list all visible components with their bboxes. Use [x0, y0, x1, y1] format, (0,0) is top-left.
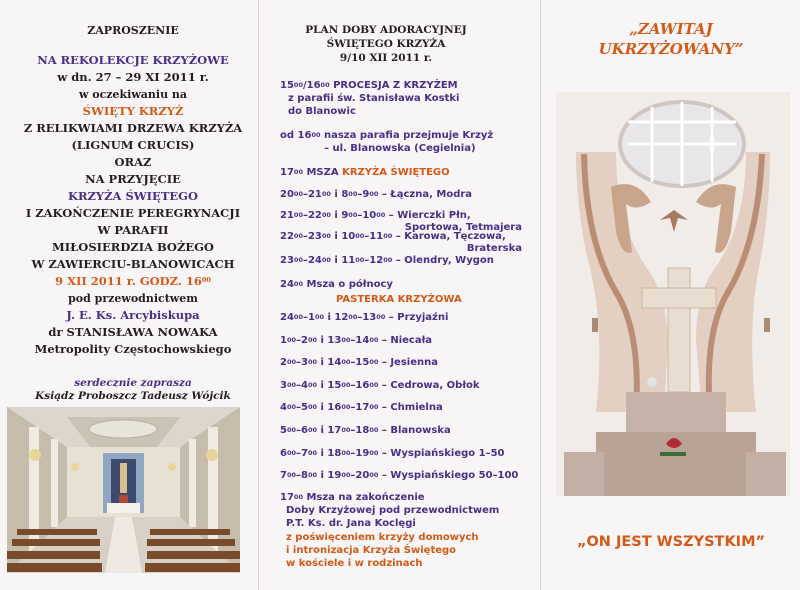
time-connector: i [330, 189, 342, 200]
mass-sup: 00 [293, 168, 303, 176]
divine-mercy-line: MIŁOSIERDZIA BOŻEGO [52, 240, 214, 254]
date-time-line [0, 275, 266, 288]
time2-end: 12 [369, 255, 384, 266]
time-dash: – [296, 357, 302, 369]
time2-end-sup: 00 [369, 190, 379, 198]
procession-from: z parafii św. Stanisława Kostki [288, 93, 460, 104]
time2-start-sup: 00 [341, 471, 351, 480]
takeover-street: – ul. Blanowska (Cegielnia) [324, 143, 476, 154]
time-connector: i [317, 447, 328, 459]
place-name: Chmielna [390, 402, 443, 414]
midnight-time: 24 [280, 279, 294, 290]
time2-end-sup: 00 [369, 426, 379, 434]
time-end: 4 [301, 379, 308, 391]
time-dash: – [302, 189, 308, 200]
schedule-row [280, 470, 518, 482]
schedule-date: 9/10 XII 2011 r. [339, 52, 433, 64]
pasterka-heading: PASTERKA KRZYŻOWA [336, 294, 462, 305]
date-time-sup: 00 [201, 276, 211, 284]
time2-end-sup: 00 [369, 358, 379, 367]
time-start-sup: 00 [286, 380, 297, 389]
place-name: Niecała [390, 334, 433, 346]
time2-end: 19 [355, 447, 370, 459]
time2-end-sup: 00 [369, 403, 379, 412]
time-end: 1 [307, 312, 315, 323]
time-start-sup: 00 [293, 313, 303, 321]
time-dash: – [296, 425, 302, 436]
time2-dash: – [357, 210, 363, 221]
place-separator: – [378, 189, 391, 200]
place-separator: – [378, 402, 391, 414]
invites-line: serdecznie zaprasza [74, 377, 192, 389]
parish-line: W PARAFII [97, 223, 169, 237]
time-end: 8 [301, 470, 308, 482]
place-name: Łączna, Modra [390, 189, 473, 200]
time-connector: i [317, 334, 328, 346]
time2-start-sup: 00 [341, 335, 351, 344]
time-connector: i [317, 379, 328, 391]
midnight-sup: 00 [293, 280, 303, 288]
time-start-sup: 00 [286, 335, 297, 344]
time-start: 21 [280, 210, 294, 221]
time2-dash: – [364, 231, 370, 242]
schedule-row [280, 357, 438, 369]
time-end-sup: 00 [321, 256, 331, 264]
time2-end: 11 [369, 231, 384, 242]
time-end: 3 [301, 357, 308, 369]
time-connector: i [317, 425, 328, 436]
place-name: Olendry, Wygon [404, 255, 494, 266]
holy-cross-line: ŚWIĘTY KRZYŻ [82, 104, 184, 118]
time-connector: i [317, 470, 328, 482]
altar-cross-photo [556, 92, 790, 496]
time-end: 23 [307, 231, 322, 242]
closing-mass-line [280, 492, 425, 504]
place-separator: – [392, 231, 405, 242]
reception-line: NA PRZYJĘCIE [85, 172, 181, 186]
midnight-mass-line [280, 279, 393, 291]
place-separator: – [378, 379, 391, 391]
procession-time-a: 15 [280, 80, 294, 91]
time-end-sup: 00 [307, 471, 318, 480]
time-end-sup: 00 [314, 313, 324, 321]
time2-start: 17 [327, 425, 342, 436]
time-start: 3 [280, 379, 287, 391]
time-start: 23 [280, 255, 294, 266]
time2-start: 11 [341, 255, 356, 266]
mass-time: 17 [280, 167, 294, 178]
place-separator: – [378, 425, 391, 436]
time-start: 24 [280, 312, 294, 323]
time-end-sup: 00 [307, 426, 318, 434]
time2-end: 14 [355, 334, 370, 346]
time-end-sup: 00 [321, 211, 331, 219]
procession-sup-b: 00 [320, 81, 330, 89]
midnight-text: Msza o północy [302, 279, 393, 290]
archbishop-line: J. E. Ks. Arcybiskupa [66, 308, 200, 322]
location-line: W ZAWIERCIU-BLANOWICACH [31, 257, 235, 271]
time2-end: 9 [362, 189, 370, 200]
time-start-sup: 00 [293, 211, 303, 219]
schedule-row [280, 402, 443, 414]
time-connector: i [317, 402, 328, 414]
cover-motto: „ON JEST WSZYSTKIM” [576, 534, 766, 550]
time2-dash: – [350, 425, 356, 436]
time-end: 24 [307, 255, 322, 266]
time-start: 2 [280, 357, 287, 369]
time2-dash: – [350, 470, 356, 482]
time-end-sup: 00 [307, 380, 318, 389]
time2-dash: – [350, 334, 356, 346]
place-separator: – [378, 470, 391, 482]
presided-line: pod przewodnictwem [68, 292, 198, 305]
place-separator: – [385, 210, 398, 221]
fold-line-left [258, 0, 259, 590]
time2-start: 10 [341, 231, 356, 242]
time2-end: 17 [355, 402, 370, 414]
time2-dash: – [350, 447, 356, 459]
place-name: Wyspiańskiego 1–50 [390, 447, 505, 459]
place-name: Wyspiańskiego 50–100 [390, 470, 519, 482]
place-separator: – [378, 334, 391, 346]
time2-end-sup: 00 [376, 313, 386, 321]
place-separator: – [378, 447, 391, 459]
time2-start: 9 [341, 210, 349, 221]
place-name: Blanowska [390, 425, 451, 436]
time-end-sup: 00 [307, 448, 318, 457]
time-end: 2 [301, 334, 308, 346]
time2-end: 16 [355, 379, 370, 391]
time2-start: 18 [327, 447, 342, 459]
time2-end-sup: 00 [383, 256, 393, 264]
schedule-row [280, 380, 480, 392]
time2-dash: – [350, 379, 356, 391]
time-end: 6 [301, 425, 308, 436]
church-interior-photo [7, 407, 240, 573]
schedule-row [280, 255, 494, 267]
altar-illustration [556, 92, 790, 496]
time-connector: i [330, 231, 342, 242]
time2-start-sup: 00 [341, 380, 351, 389]
pilgrimage-end-line: I ZAKOŃCZENIE PEREGRYNACJI [25, 206, 241, 220]
time2-dash: – [364, 255, 370, 266]
procession-sup-a: 00 [293, 81, 303, 89]
archbishop-name: dr STANISŁAWA NOWAKA [48, 325, 218, 339]
place-name: Wierczki Płn, [397, 210, 471, 221]
time2-start-sup: 00 [341, 426, 351, 434]
closing-line-4: z poświęceniem krzyży domowych [286, 532, 479, 543]
time-dash: – [302, 210, 308, 221]
time-start: 22 [280, 231, 294, 242]
time-start-sup: 00 [286, 426, 297, 434]
church-interior-illustration [7, 407, 240, 573]
time-start: 20 [280, 189, 294, 200]
time-start: 6 [280, 447, 287, 459]
time2-start: 15 [327, 379, 342, 391]
time2-start: 13 [327, 334, 342, 346]
cross-line: KRZYŻA ŚWIĘTEGO [67, 189, 198, 203]
invitation-panel [0, 0, 266, 590]
place-separator: – [392, 255, 405, 266]
fold-line-right [540, 0, 541, 590]
time-start: 5 [280, 425, 287, 436]
closing-line-3: P.T. Ks. dr. Jana Koclęgi [286, 518, 416, 529]
time2-start: 8 [341, 189, 349, 200]
time-dash: – [296, 470, 302, 482]
time-end-sup: 00 [321, 232, 331, 240]
time-end-sup: 00 [307, 358, 318, 367]
time2-end-sup: 00 [369, 335, 379, 344]
procession-time-b: /16 [302, 80, 321, 91]
time2-start-sup: 00 [348, 211, 358, 219]
time2-dash: – [357, 189, 363, 200]
cover-title-line-1: „ZAWITAJ [629, 20, 713, 38]
time-connector: i [323, 312, 335, 323]
time-dash: – [302, 312, 308, 323]
takeover-time: od 16 [280, 130, 312, 141]
time-end: 7 [301, 447, 308, 459]
time2-start-sup: 00 [341, 448, 351, 457]
schedule-panel [266, 0, 542, 590]
time-start-sup: 00 [286, 448, 297, 457]
place-separator: – [385, 312, 398, 323]
time-start-sup: 00 [293, 232, 303, 240]
time2-end-sup: 00 [383, 232, 393, 240]
closing-line-5: i intronizacja Krzyża Świętego [286, 545, 457, 556]
time2-start-sup: 00 [348, 190, 358, 198]
closing-text: Msza na zakończenie [302, 492, 425, 503]
time-start: 7 [280, 470, 287, 482]
procession-to: do Blanowic [288, 106, 356, 117]
lignum-line: (LIGNUM CRUCIS) [71, 138, 195, 152]
time2-end-sup: 00 [376, 211, 386, 219]
time2-start: 19 [327, 470, 342, 482]
time2-start: 12 [334, 312, 349, 323]
retreat-line: NA REKOLEKCJE KRZYŻOWE [37, 53, 229, 67]
time2-start-sup: 00 [348, 313, 358, 321]
oraz-line: ORAZ [114, 155, 152, 169]
schedule-title: PLAN DOBY ADORACYJNEJ [305, 24, 467, 36]
place-name: Jesienna [390, 357, 438, 369]
closing-time: 17 [280, 492, 294, 503]
time2-start-sup: 00 [355, 232, 365, 240]
schedule-row [280, 189, 472, 201]
time2-start-sup: 00 [341, 358, 351, 367]
time-end-sup: 00 [307, 335, 318, 344]
parish-priest-line: Ksiądz Proboszcz Tadeusz Wójcik [35, 390, 231, 402]
time-end: 5 [301, 402, 308, 414]
time-dash: – [296, 379, 302, 391]
time-start: 4 [280, 402, 287, 414]
time2-end-sup: 00 [369, 448, 379, 457]
metropolitan-line: Metropolity Częstochowskiego [34, 342, 232, 356]
time-start: 1 [280, 334, 287, 346]
procession-text: PROCESJA Z KRZYŻEM [329, 80, 458, 91]
schedule-row [280, 448, 504, 460]
relics-line: Z RELIKWIAMI DRZEWA KRZYŻA [23, 121, 243, 135]
time2-end: 10 [362, 210, 377, 221]
schedule-row [280, 312, 448, 324]
time-connector: i [330, 210, 342, 221]
time-dash: – [302, 231, 308, 242]
time2-end-sup: 00 [369, 380, 379, 389]
time-end: 22 [307, 210, 322, 221]
time-dash: – [302, 255, 308, 266]
schedule-row-continuation: Braterska [466, 243, 522, 254]
invitation-heading: ZAPROSZENIE [87, 24, 179, 37]
time2-end: 20 [355, 470, 370, 482]
time2-start: 14 [327, 357, 342, 369]
schedule-subtitle: ŚWIĘTEGO KRZYŻA [326, 38, 446, 50]
time-end-sup: 00 [321, 190, 331, 198]
closing-sup: 00 [293, 493, 303, 501]
time2-dash: – [357, 312, 363, 323]
procession-line [280, 80, 458, 92]
place-name: Cedrowa, Obłok [390, 379, 480, 391]
waiting-line: w oczekiwaniu na [78, 88, 188, 101]
time-connector: i [317, 357, 328, 369]
mass-line [280, 167, 450, 179]
time2-end: 13 [362, 312, 377, 323]
time2-start-sup: 00 [341, 403, 351, 412]
time2-start: 16 [327, 402, 342, 414]
time-dash: – [296, 402, 302, 414]
takeover-line [280, 130, 493, 142]
date-time-text: 9 XII 2011 r. GODZ. 16 [55, 274, 202, 288]
time2-dash: – [350, 357, 356, 369]
cover-panel [542, 0, 800, 590]
time-end: 21 [307, 189, 322, 200]
time2-end: 18 [355, 425, 370, 436]
time2-end-sup: 00 [369, 471, 379, 480]
schedule-row [280, 425, 451, 437]
mass-text: MSZA [302, 167, 343, 178]
time2-end: 15 [355, 357, 370, 369]
time2-dash: – [350, 402, 356, 414]
time-connector: i [330, 255, 342, 266]
place-name: Karowa, Tęczowa, [404, 231, 506, 242]
place-name: Przyjaźni [397, 312, 449, 323]
time-start-sup: 00 [293, 256, 303, 264]
time-start-sup: 00 [286, 358, 297, 367]
mass-orange-text: KRZYŻA ŚWIĘTEGO [342, 167, 450, 178]
time-start-sup: 00 [293, 190, 303, 198]
time-start-sup: 00 [286, 471, 297, 480]
time-end-sup: 00 [307, 403, 318, 412]
time2-start-sup: 00 [355, 256, 365, 264]
takeover-text: nasza parafia przejmuje Krzyż [320, 130, 494, 141]
time-dash: – [296, 334, 302, 346]
time-dash: – [296, 447, 302, 459]
takeover-sup: 00 [311, 131, 321, 139]
closing-line-2: Doby Krzyżowej pod przewodnictwem [286, 505, 500, 516]
schedule-row [280, 210, 471, 222]
schedule-row [280, 231, 506, 243]
place-separator: – [378, 357, 391, 369]
time-start-sup: 00 [286, 403, 297, 412]
schedule-row-continuation: Sportowa, Tetmajera [404, 222, 522, 233]
cover-title-line-2: UKRZYŻOWANY” [598, 40, 744, 58]
schedule-row [280, 335, 432, 347]
retreat-dates: w dn. 27 – 29 XI 2011 r. [57, 70, 209, 84]
closing-line-6: w kościele i w rodzinach [286, 558, 423, 569]
